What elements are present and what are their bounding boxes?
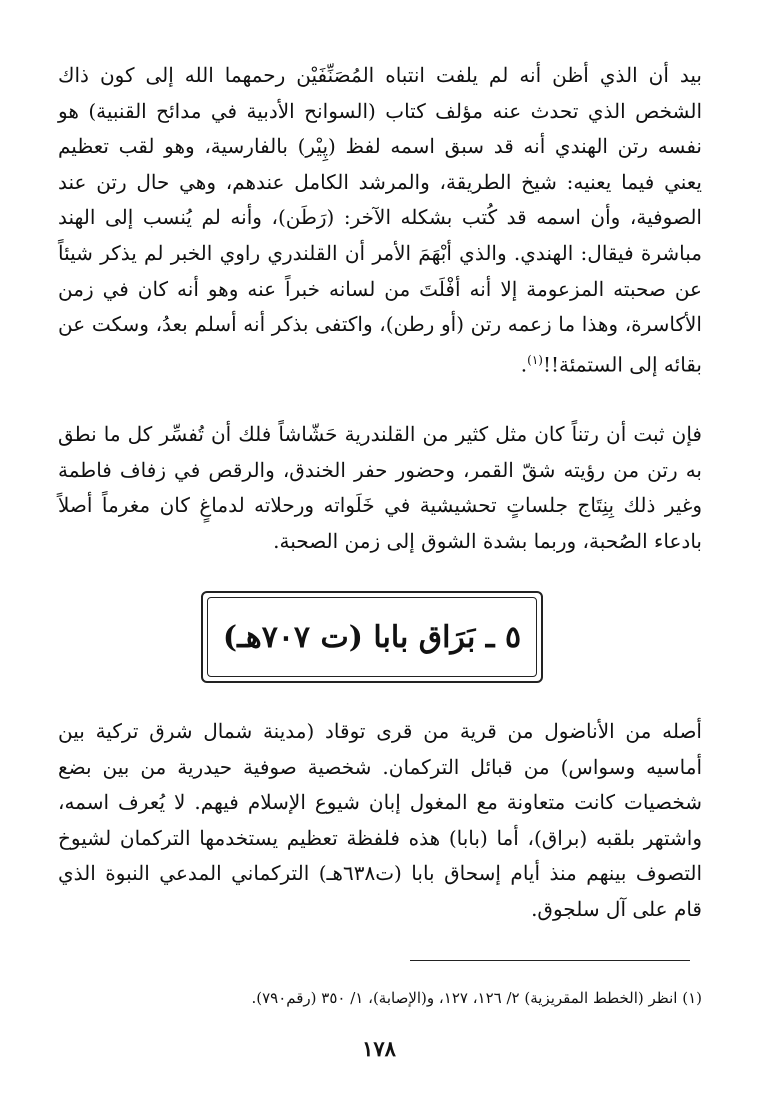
paragraph-text: فإن ثبت أن رتناً كان مثل كثير من القلندرية حَشّاشاً فلك أن تُفسِّر كل ما نطق به رتن من رؤيته شقّ القمر، وحضور حفر الخندق، والرقص في زفاف فاطمة وغير ذلك بِنِتَاج جلساتٍ تحشيشية في خَلَواته ورحلاته لدماغٍ كان مغرماً أصلاً بادعاء الصُحبة، وربما بشدة الشوق إلى زمن الصحبة. — [58, 422, 703, 553]
footnote-reference: (١) — [527, 352, 543, 367]
body-paragraph — [58, 417, 702, 559]
body-paragraph: بيد أن الذي أظن أنه لم يلفت انتباه المُصَنِّفَيْن رحمهما الله إلى كون ذاك الشخص الذي تحدث عنه مؤلف كتاب (السوانح الأدبية في مدائح القنبية) هو نفسه رتن الهندي أنه قد سبق اسمه لفظ (پِيْر) بالفارسية، وهو لقب تعظيم يعني فيما يعنيه: شيخ الطريقة، والمرشد الكامل عندهم، وهي حال رتن عند الصوفية، وأن اسمه قد كُتب بشكله الآخر: (رَطَن)، وأنه لم يُنسب إلى الهند مباشرة فيقال: الهندي. والذي أبْهَمَ الأمر أن القلندري راوي الخبر لم يذكر شيئاً عن صحبته المزعومة إلا أنه أفْلَتَ من لسانه خبراً عنه وهو أنه كان في زمن الأكاسرة، وهذا ما زعمه رتن (أو رطن)، واكتفى بذكر أنه أسلم بعدُ، وسكت عن بقائه إلى الستمئة!!$^{(١)}$. — [58, 63, 702, 377]
paragraph-text: بيد أن الذي أظن أنه لم يلفت انتباه المُصَنِّفَيْن رحمهما الله إلى كون ذاك الشخص الذي تحدث عنه مؤلف كتاب (السوانح الأدبية في مدائح القنبية) هو نفسه رتن الهندي أنه قد سبق اسمه لفظ (پِيْر) بالفارسية، وهو لقب تعظيم يعني فيما يعنيه: شيخ الطريقة، والمرشد الكامل عندهم، وهي حال رتن عند الصوفية، وأن اسمه قد كُتب بشكله الآخر: (رَطَن)، وأنه لم يُنسب إلى الهند مباشرة فيقال: الهندي. والذي أبْهَمَ الأمر أن القلندري راوي الخبر لم يذكر شيئاً عن صحبته المزعومة إلا أنه أفْلَتَ من لسانه خبراً عنه وهو أنه كان في زمن الأكاسرة، وهذا ما زعمه رتن (أو رطن)، واكتفى بذكر أنه أسلم بعدُ، وسكت عن بقائه إلى الستمئة!! — [58, 63, 702, 377]
paragraph-text: أصله من الأناضول من قرية من قرى توقاد (مدينة شمال شرق تركية بين أماسيه وسواس) من قبائل التركمان. شخصية صوفية حيدرية من بين بضع شخصيات كانت متعاونة مع المغول إبان شيوع الإسلام فيهم. لا يُعرف اسمه، واشتهر بلقبه (براق)، أما (بابا) هذه فلفظة تعظيم يستخدمها التركمان لشيوخ التصوف بينهم منذ أيام إسحاق بابا (ت٦٣٨هـ) التركماني المدعي النبوة الذي قام على آل سلجوق. — [58, 719, 703, 921]
footnote-separator — [410, 960, 690, 961]
body-paragraph — [58, 714, 702, 928]
section-heading: ٥ ـ بَرَاق بابا (ت ٧٠٧هـ) — [222, 619, 522, 655]
section-heading-frame — [201, 591, 543, 683]
footnote: (١) انظر (الخطط المقريزية) ٢/ ١٢٦، ١٢٧، و(الإصابة)، ١/ ٣٥٠ (رقم٧٩٠). — [251, 989, 702, 1007]
page-number: ١٧٨ — [362, 1036, 396, 1061]
section-heading-inner-frame — [207, 597, 537, 677]
